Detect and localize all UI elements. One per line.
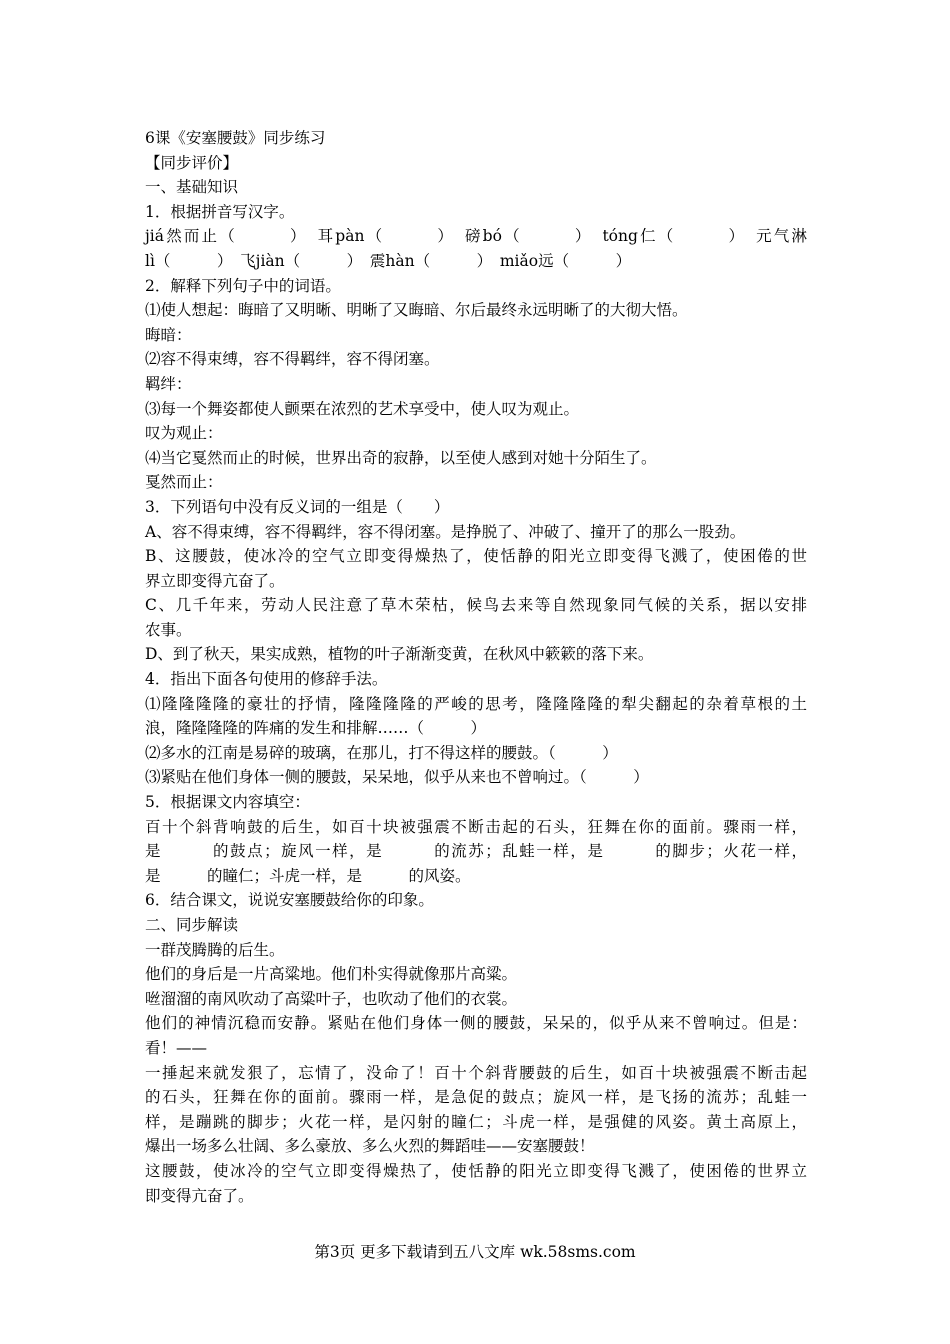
question-4-item-1-line-1: ⑴隆隆隆隆的豪壮的抒情，隆隆隆隆的严峻的思考，隆隆隆隆的犁尖翻起的杂着草根的土 [145, 694, 807, 713]
question-3-option-c-line-2: 农事。 [145, 620, 192, 639]
question-2-answer-label-2: 羁绊： [145, 374, 192, 393]
question-2-sentence-1: ⑴使人想起：晦暗了又明晰、明晰了又晦暗、尔后最终永远明晰了的大彻大悟。 [145, 301, 688, 320]
question-4-item-3: ⑶紧贴在他们身体一侧的腰鼓，呆呆地，似乎从来也不曾响过。（ ） [145, 768, 649, 787]
reading-paragraph-6-line-2: 即变得亢奋了。 [145, 1186, 254, 1205]
question-1-pinyin-line-1: jiá然而止（ ） 耳pàn（ ） 磅bó（ ） tóng仁（ ） 元气淋 [145, 227, 807, 246]
question-5-text-line-1: 百十个斜背响鼓的后生，如百十块被强震不断击起的石头，狂舞在你的面前。骤雨一样， [145, 817, 807, 836]
reading-paragraph-4-line-2: 看！—— [145, 1038, 208, 1057]
question-5-text-line-3: 是 的瞳仁；斗虎一样，是 的风姿。 [145, 866, 471, 885]
section-heading-sync-reading: 二、同步解读 [145, 916, 239, 934]
reading-paragraph-5-line-4: 爆出一场多么壮阔、多么豪放、多么火烈的舞蹈哇——安塞腰鼓！ [145, 1137, 595, 1156]
question-2-prompt: 2．解释下列句子中的词语。 [145, 276, 341, 295]
reading-paragraph-1: 一群茂腾腾的后生。 [145, 940, 285, 959]
question-3-option-c-line-1: C、几千年来，劳动人民注意了草木荣枯，候鸟去来等自然现象同气候的关系，据以安排 [145, 596, 807, 615]
question-2-answer-label-3: 叹为观止： [145, 424, 223, 443]
question-1-pinyin-line-2: lì（ ） 飞jiàn（ ） 震hàn（ ） miǎo远（ ） [145, 251, 632, 270]
question-4-item-1-line-2: 浪，隆隆隆隆的阵痛的发生和排解……（ ） [145, 719, 487, 738]
question-2-sentence-3: ⑶每一个舞姿都使人颤栗在浓烈的艺术享受中，使人叹为观止。 [145, 399, 580, 418]
reading-paragraph-2: 他们的身后是一片高粱地。他们朴实得就像那片高粱。 [145, 965, 518, 984]
reading-paragraph-6-line-1: 这腰鼓，使冰冷的空气立即变得燥热了，使恬静的阳光立即变得飞溅了，使困倦的世界立 [145, 1161, 807, 1180]
question-2-answer-label-1: 晦暗： [145, 325, 192, 344]
document-body [145, 126, 807, 1208]
section-heading-sync-evaluation: 【同步评价】 [145, 153, 239, 172]
question-3-option-a: A、容不得束缚，容不得羁绊，容不得闭塞。是挣脱了、冲破了、撞开了的那么一股劲。 [145, 522, 746, 541]
question-3-option-d: D、到了秋天，果实成熟，植物的叶子渐渐变黄，在秋风中簌簌的落下来。 [145, 645, 654, 664]
question-3-option-b-line-2: 界立即变得亢奋了。 [145, 571, 285, 590]
reading-paragraph-5-line-3: 样，是蹦跳的脚步；火花一样，是闪射的瞳仁；斗虎一样，是强健的风姿。黄土高原上， [145, 1112, 807, 1131]
question-6-prompt: 6．结合课文，说说安塞腰鼓给你的印象。 [145, 891, 434, 910]
question-5-prompt: 5．根据课文内容填空： [145, 793, 310, 812]
question-4-prompt: 4．指出下面各句使用的修辞手法。 [145, 670, 388, 689]
lesson-title: 6课《安塞腰鼓》同步练习 [145, 129, 326, 147]
section-heading-basic-knowledge: 一、基础知识 [145, 178, 239, 197]
question-4-item-2: ⑵多水的江南是易碎的玻璃，在那儿，打不得这样的腰鼓。（ ） [145, 743, 618, 762]
page-footer: 第3页 更多下载请到五八文库 wk.58sms.com [314, 1243, 636, 1261]
reading-paragraph-3: 咝溜溜的南风吹动了高粱叶子，也吹动了他们的衣裳。 [145, 989, 518, 1008]
question-3-prompt: 3．下列语句中没有反义词的一组是（ ） [145, 497, 450, 516]
question-5-text-line-2: 是 的鼓点；旋风一样，是 的流苏；乱蛙一样，是 的脚步；火花一样， [145, 842, 807, 861]
question-1-prompt: 1．根据拼音写汉字。 [145, 202, 295, 221]
question-2-sentence-2: ⑵容不得束缚，容不得羁绊，容不得闭塞。 [145, 350, 440, 369]
reading-paragraph-5-line-2: 的石头，狂舞在你的面前。骤雨一样，是急促的鼓点；旋风一样，是飞扬的流苏；乱蛙一 [145, 1088, 807, 1107]
question-3-option-b-line-1: B、这腰鼓，使冰冷的空气立即变得燥热了，使恬静的阳光立即变得飞溅了，使困倦的世 [145, 547, 807, 566]
question-2-answer-label-4: 戛然而止： [145, 473, 223, 492]
reading-paragraph-4-line-1: 他们的神情沉稳而安静。紧贴在他们身体一侧的腰鼓，呆呆的，似乎从来不曾响过。但是： [145, 1014, 807, 1033]
question-2-sentence-4: ⑷当它戛然而止的时候，世界出奇的寂静，以至使人感到对她十分陌生了。 [145, 448, 657, 467]
reading-paragraph-5-line-1: 一捶起来就发狠了，忘情了，没命了！百十个斜背腰鼓的后生，如百十块被强震不断击起 [145, 1063, 807, 1082]
